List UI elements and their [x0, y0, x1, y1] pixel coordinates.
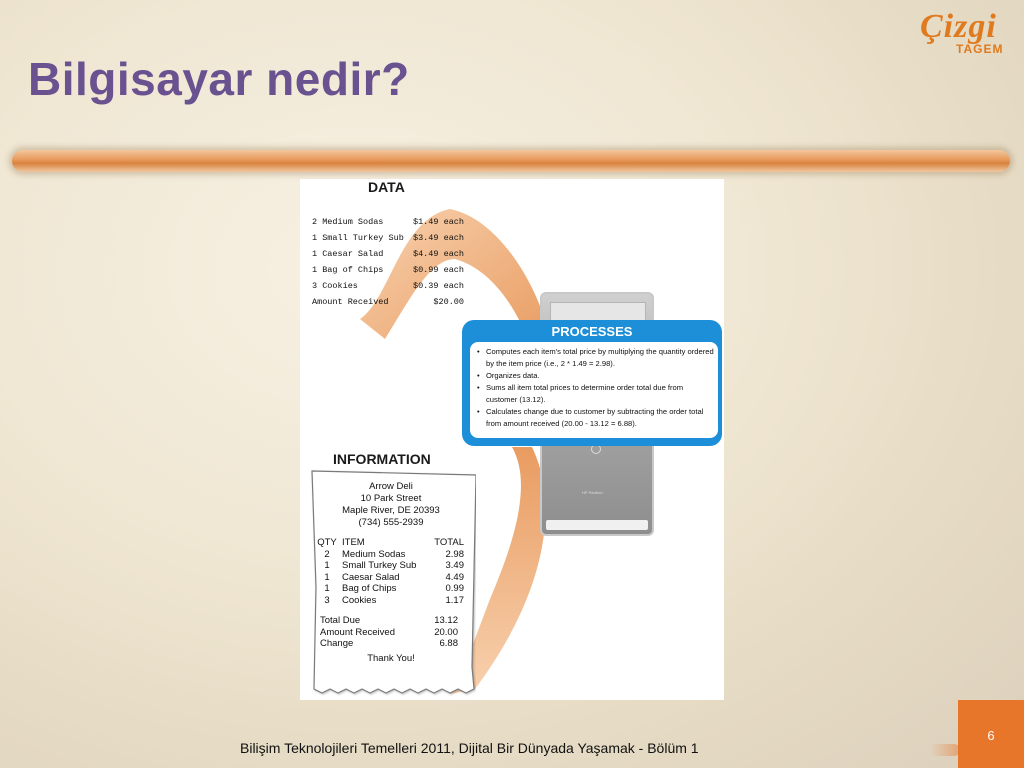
data-row [312, 249, 464, 265]
data-item: 1 Small Turkey Sub [312, 233, 404, 243]
data-price: $3.49 each [412, 233, 464, 243]
data-item: 1 Bag of Chips [312, 265, 384, 275]
line-item: Small Turkey Sub [342, 560, 417, 572]
line-qty: 1 [324, 560, 330, 572]
total-row [320, 627, 458, 639]
line-qty: 1 [324, 583, 330, 595]
data-row [312, 265, 464, 281]
total-label: Total Due [320, 615, 361, 626]
logo-main-text: Çizgi [920, 8, 997, 45]
logo-sub-text: TAGEM [956, 42, 1004, 56]
line-item: Bag of Chips [342, 583, 397, 595]
process-item: • Organizes data. [476, 370, 714, 382]
qty-header: QTY [317, 537, 337, 548]
data-price: $1.49 each [412, 217, 464, 227]
receipt-totals [320, 615, 458, 650]
store-city: Maple River, DE 20393 [342, 505, 440, 516]
data-row [312, 297, 464, 313]
data-item: 1 Caesar Salad [312, 249, 384, 259]
line-item: Caesar Salad [342, 571, 400, 583]
cizgi-tagem-logo [920, 6, 1016, 58]
line-item: Cookies [342, 594, 377, 606]
processes-body [470, 342, 718, 438]
line-qty: 1 [324, 571, 330, 583]
data-list [312, 217, 464, 313]
total-row [320, 638, 458, 650]
processes-box [462, 320, 722, 446]
receipt-header-row [312, 537, 464, 549]
line-qty: 2 [324, 548, 330, 560]
page-number: 6 [987, 728, 995, 743]
total-row [320, 615, 458, 627]
data-item: 2 Medium Sodas [312, 217, 384, 227]
line-total: 2.98 [445, 548, 464, 560]
ipo-diagram [300, 179, 724, 700]
receipt-thanks: Thank You! [367, 653, 415, 664]
line-total: 0.99 [445, 583, 464, 595]
receipt-line [312, 572, 464, 584]
information-heading: INFORMATION [333, 451, 431, 467]
data-price: $0.39 each [412, 281, 464, 291]
total-label: Amount Received [320, 626, 395, 638]
total-value: 20.00 [434, 626, 458, 638]
store-phone: (734) 555-2939 [358, 517, 424, 528]
process-item: • Calculates change due to customer by subtracting the order total from amount received (20.00 - 13.12 = 6.88). [476, 406, 714, 430]
total-value: 13.12 [434, 615, 458, 626]
line-item: Medium Sodas [342, 548, 406, 560]
footer-swoosh [930, 744, 960, 756]
receipt-line [312, 549, 464, 561]
title-divider-bar [12, 150, 1010, 172]
receipt-line [312, 560, 464, 572]
line-total: 1.17 [445, 594, 464, 606]
data-row [312, 217, 464, 233]
processes-list [476, 346, 714, 430]
line-qty: 3 [324, 594, 330, 606]
data-item: Amount Received [312, 297, 389, 307]
data-price: $4.49 each [412, 249, 464, 259]
processes-heading: PROCESSES [551, 324, 633, 339]
footer-caption: Bilişim Teknolojileri Temelleri 2011, Dijital Bir Dünyada Yaşamak - Bölüm 1 [240, 740, 699, 756]
item-header: ITEM [342, 537, 365, 548]
store-name: Arrow Deli [369, 481, 413, 492]
process-item: • Sums all item total prices to determine order total due from customer (13.12). [476, 382, 714, 406]
data-row [312, 233, 464, 249]
store-address: 10 Park Street [360, 493, 422, 504]
receipt [306, 467, 476, 699]
total-header: TOTAL [434, 537, 464, 548]
line-total: 3.49 [445, 560, 464, 572]
total-value: 6.88 [439, 638, 458, 650]
device-base [546, 520, 648, 530]
process-item: • Computes each item's total price by multiplying the quantity ordered by the item price (i.e., 2 * 1.49 = 2.98). [476, 346, 714, 370]
receipt-items-table [312, 537, 464, 607]
total-label: Change [320, 638, 354, 650]
slide-title: Bilgisayar nedir? [28, 53, 410, 105]
receipt-store-info [306, 481, 476, 529]
page-number-box [958, 700, 1024, 768]
device-brand-label: HP Pavilion [582, 490, 603, 495]
line-total: 4.49 [445, 571, 464, 583]
data-price: $0.99 each [412, 265, 464, 275]
receipt-line [312, 595, 464, 607]
data-heading: DATA [368, 179, 405, 195]
receipt-line [312, 583, 464, 595]
data-item: 3 Cookies [312, 281, 358, 291]
data-row [312, 281, 464, 297]
data-price: $20.00 [433, 297, 464, 307]
